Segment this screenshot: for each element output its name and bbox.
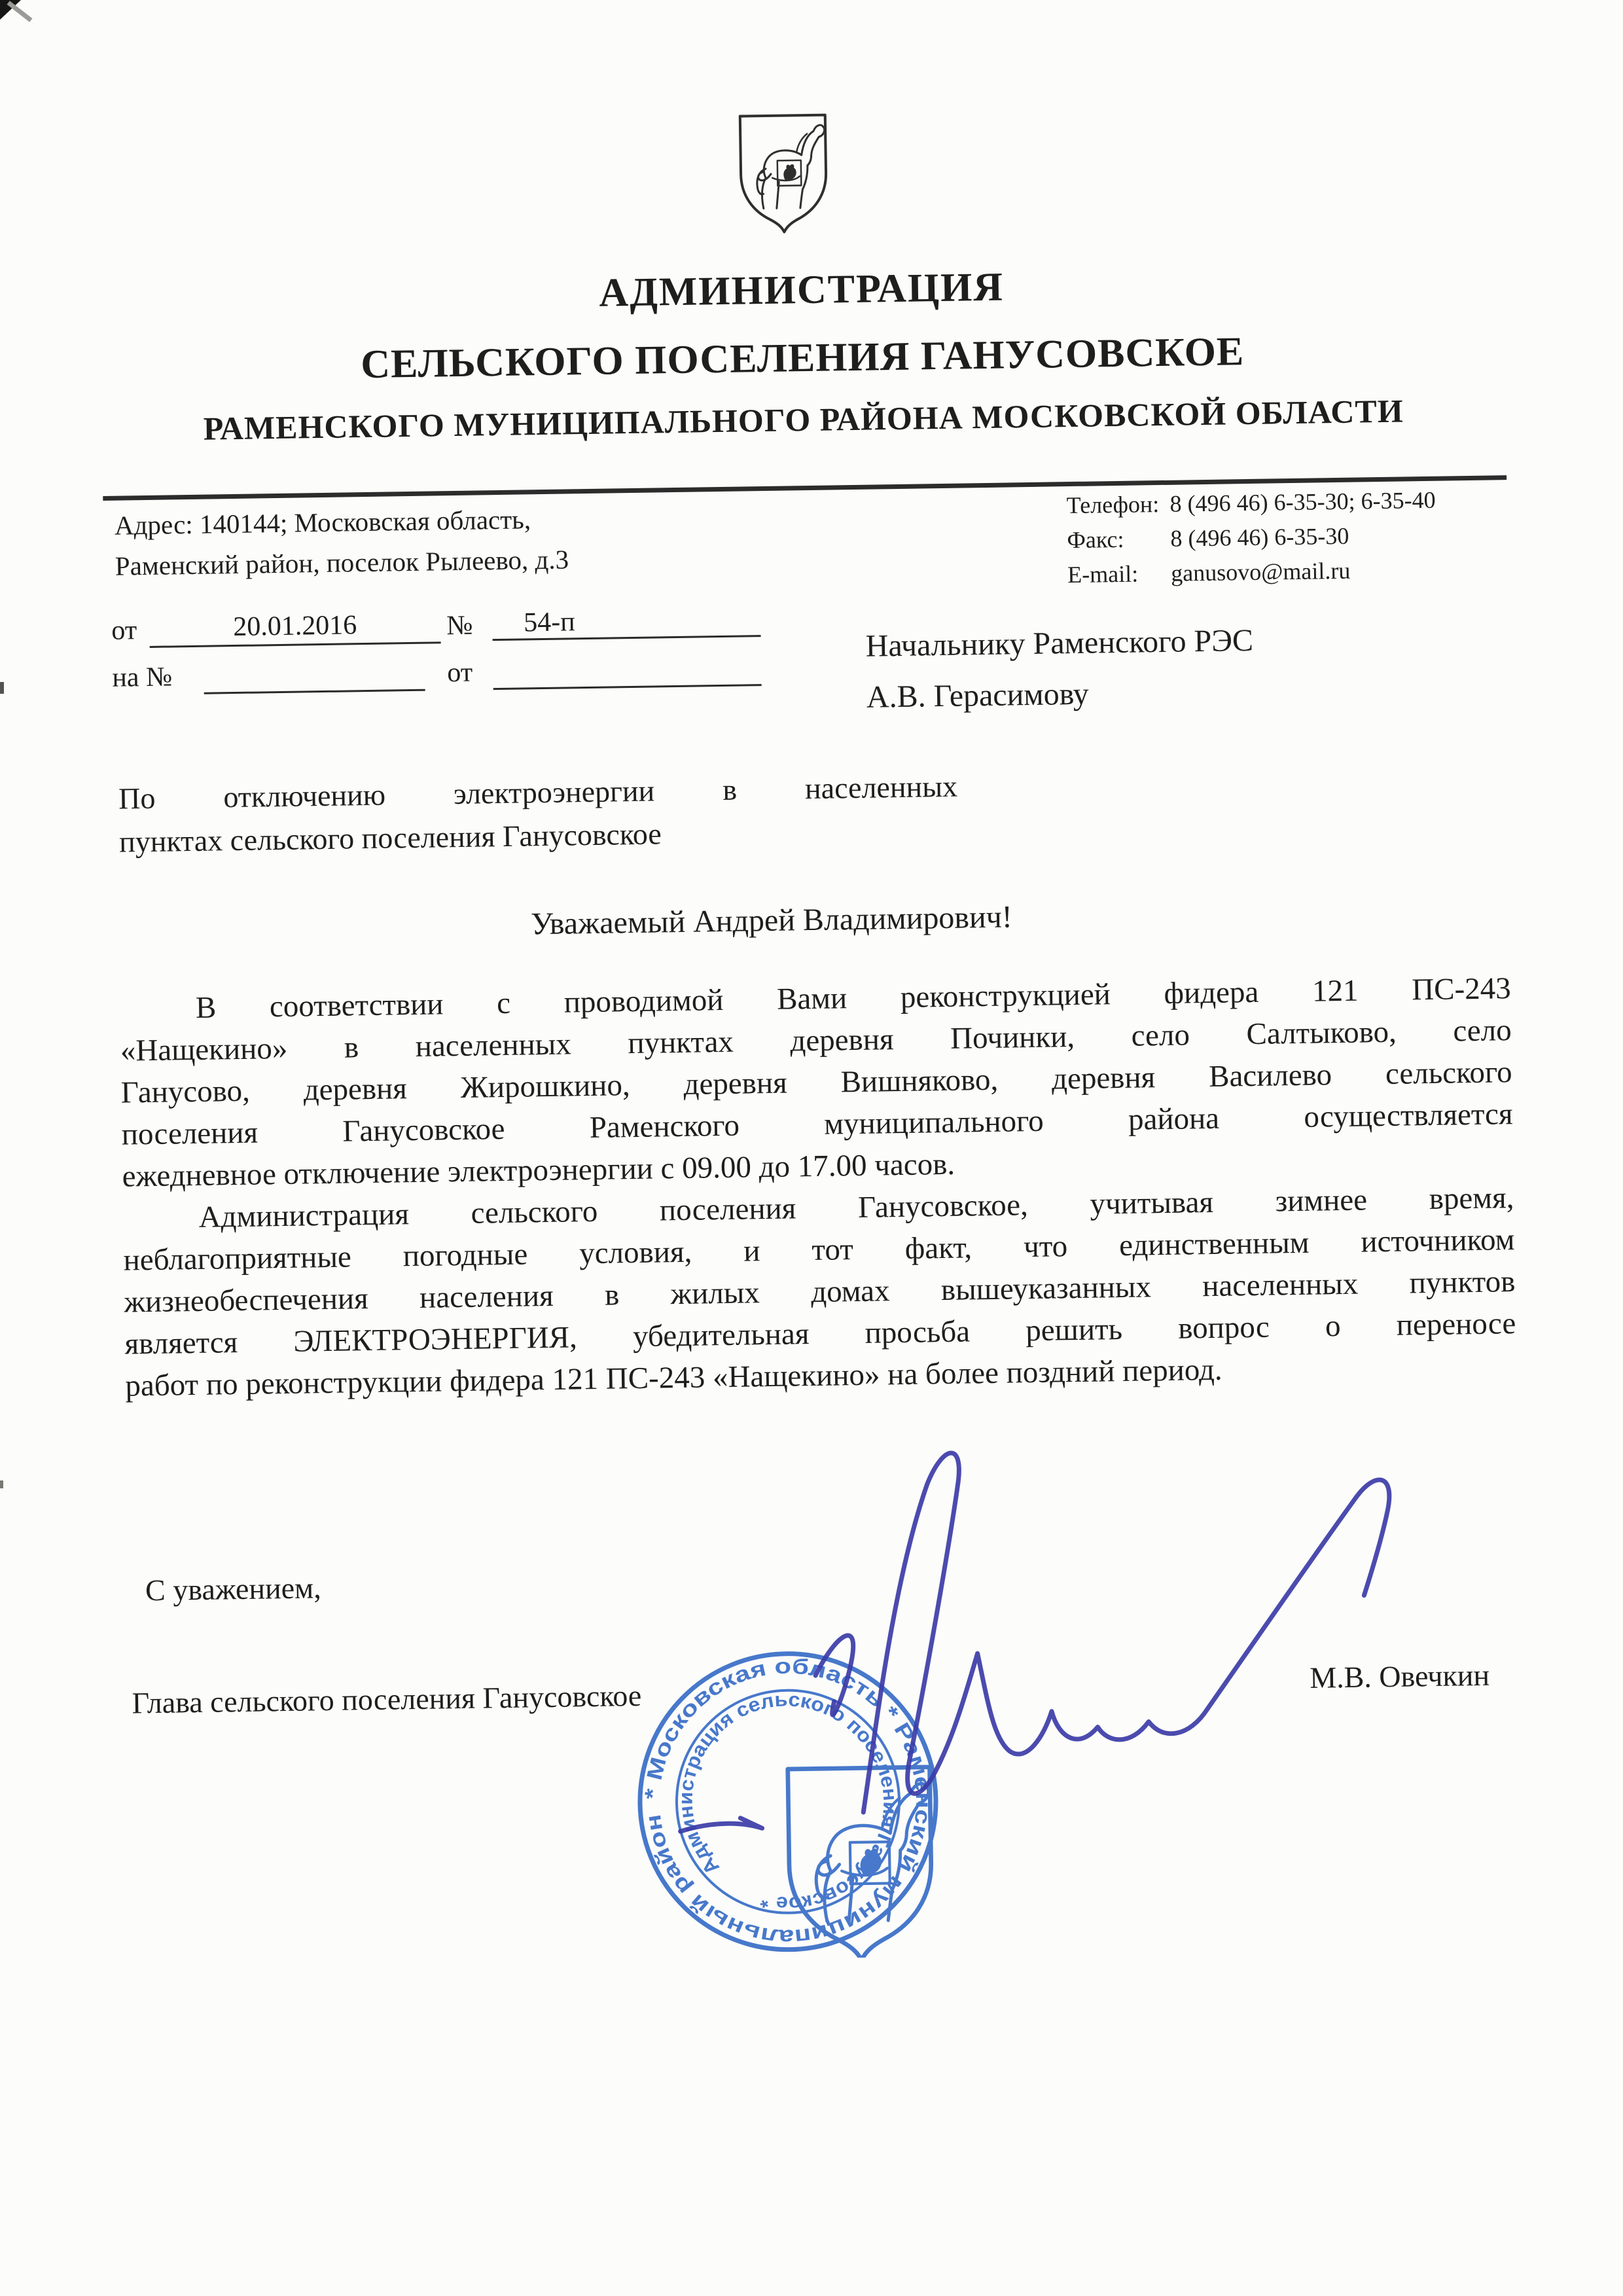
- ref-row-outgoing: [111, 599, 838, 650]
- body-line: является ЭЛЕКТРОЭНЕРГИЯ, убедительная просьба решить вопрос о переносе: [124, 1306, 1516, 1361]
- addressee-block: [865, 615, 1254, 723]
- coat-of-arms-icon: [734, 109, 834, 236]
- fax-label: Факс:: [1067, 526, 1124, 554]
- subject-block: [118, 765, 959, 864]
- org-name-line3: РАМЕНСКОГО МУНИЦИПАЛЬНОГО РАЙОНА МОСКОВСКОЙ ОБЛАСТИ: [203, 392, 1404, 447]
- scan-edge-speck: [0, 1480, 3, 1488]
- body-line: Ганусово, деревня Жирошкино, деревня Вишняково, деревня Василево сельского: [120, 1055, 1512, 1110]
- org-name-line2: СЕЛЬСКОГО ПОСЕЛЕНИЯ ГАНУСОВСКОЕ: [360, 329, 1245, 387]
- org-contacts: [1066, 483, 1436, 592]
- reply-from-label: от: [446, 657, 473, 689]
- address-line2: Раменский район, поселок Рылеево, д.3: [115, 544, 569, 581]
- subject-line1: По отключению электроэнергии в населенных: [118, 769, 958, 816]
- body-line: «Нащекино» в населенных пунктах деревня Починки, село Салтыково, село: [120, 1013, 1512, 1068]
- email-value: ganusovo@mail.ru: [1170, 557, 1351, 586]
- email-label: E-mail:: [1067, 560, 1139, 588]
- closing-regards: С уважением,: [145, 1571, 322, 1607]
- body-line: поселения Ганусовское Раменского муниципального района осуществляется: [121, 1097, 1513, 1152]
- org-name-line1: АДМИНИСТРАЦИЯ: [598, 264, 1005, 315]
- addressee-line2: А.В. Герасимову: [866, 676, 1090, 715]
- signer-name: М.В. Овечкин: [1309, 1658, 1490, 1695]
- letter-body: [119, 967, 1516, 1407]
- reply-date-field: [493, 647, 762, 690]
- fax-value: 8 (496 46) 6-35-30: [1170, 522, 1349, 552]
- signer-position: Глава сельского поселения Ганусовское: [132, 1678, 642, 1720]
- phone-value: 8 (496 46) 6-35-30; 6-35-40: [1169, 486, 1436, 517]
- ref-date-value: 20.01.2016: [232, 610, 357, 643]
- salutation: Уважаемый Андрей Владимирович!: [530, 899, 1013, 942]
- scan-edge-speck: [0, 682, 4, 694]
- body-line: жизнеобеспечения населения в жилых домах вышеуказанных населенных пунктов: [124, 1265, 1516, 1319]
- body-line: работ по реконструкции фидера 121 ПС-243 «Нащекино» на более поздний период.: [125, 1352, 1222, 1403]
- reply-no-label: на №: [112, 662, 173, 693]
- subject-line2: пунктах сельского поселения Ганусовское: [118, 817, 662, 859]
- address-line1: Адрес: 140144; Московская область,: [114, 504, 531, 541]
- body-line: Администрация сельского поселения Ганусовское, учитывая зимнее время,: [198, 1181, 1514, 1234]
- stamp-inner-text: Администрация сельского поселения Ганусовское *: [675, 1689, 901, 1915]
- handwritten-signature: [662, 1418, 1454, 1855]
- addressee-line1: Начальнику Раменского РЭС: [865, 622, 1254, 664]
- ref-date-field: [149, 605, 441, 648]
- ref-row-incoming: [112, 646, 839, 697]
- body-line: В соответствии с проводимой Вами реконструкцией фидера 121 ПС-243: [195, 971, 1512, 1025]
- ref-number-value: 54-п: [523, 607, 576, 638]
- ref-number-field: [492, 600, 761, 641]
- stamp-outer-text: * Московская область * Раменский муниципальный район: [639, 1653, 936, 1950]
- reply-number-field: [204, 653, 425, 694]
- body-line: неблагоприятные погодные условия, и тот факт, что единственным источником: [123, 1223, 1515, 1278]
- phone-label: Телефон:: [1066, 491, 1160, 519]
- ref-from-label: от: [111, 615, 137, 646]
- org-address: [114, 498, 569, 586]
- ref-no-label: №: [446, 610, 473, 641]
- body-line: ежедневное отключение электроэнергии с 09.00 до 17.00 часов.: [122, 1147, 955, 1194]
